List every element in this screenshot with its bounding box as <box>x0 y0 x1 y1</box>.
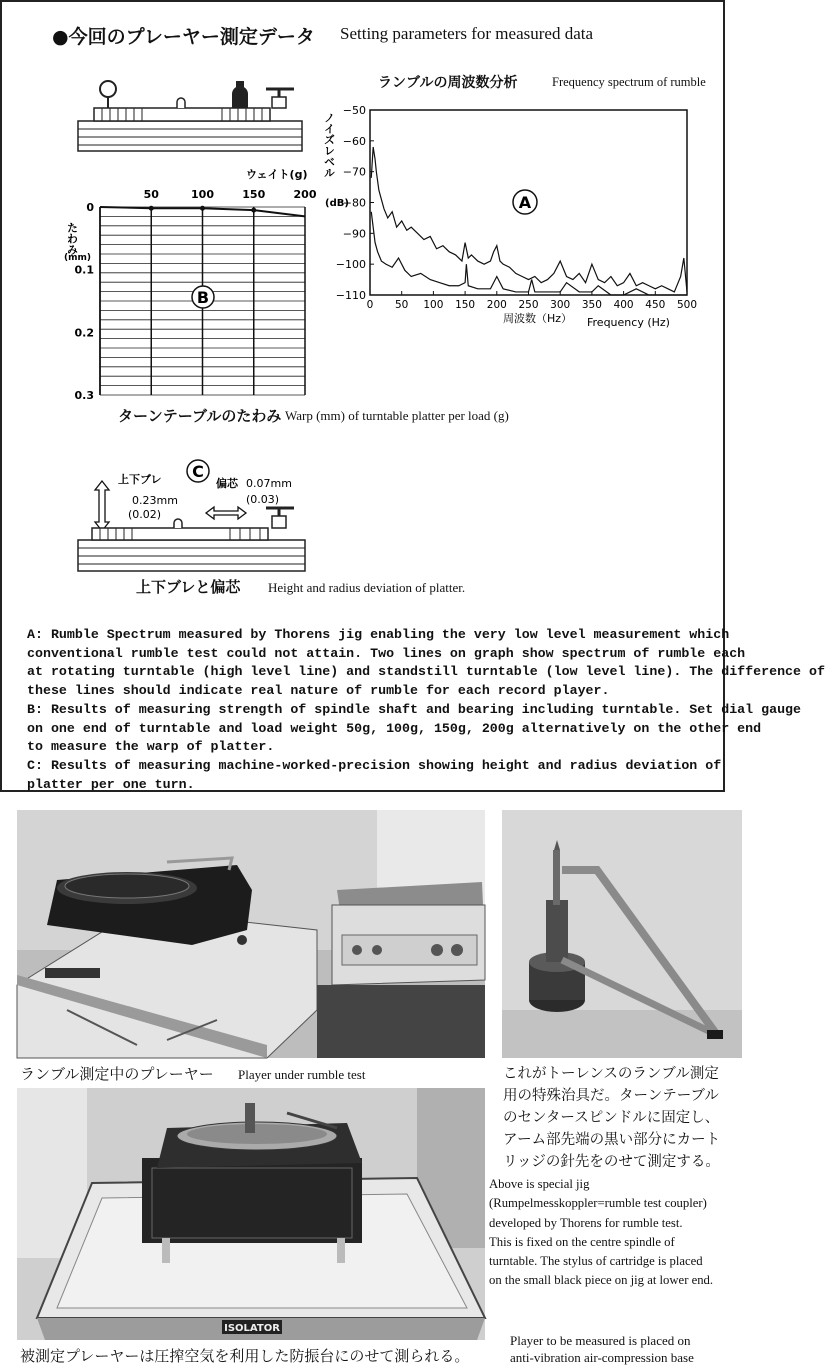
deviation-diagram <box>70 455 320 575</box>
spectrum-x-tick-label: 150 <box>455 299 476 311</box>
description-line: C: Results of measuring machine-worked-precision showing height and radius deviation of <box>27 757 722 773</box>
warp-point <box>251 208 256 213</box>
warp-weight-label: ウェイト(g) <box>246 168 308 181</box>
warp-x-tick-label: 100 <box>191 188 214 201</box>
warp-x-ticks <box>144 188 317 201</box>
spectrum-x-label-jp: 周波数（Hz） <box>503 312 573 325</box>
spectrum-x-label-en: Frequency (Hz) <box>587 316 670 329</box>
radial-deviation-label: 偏芯 <box>216 477 238 490</box>
warp-caption-en: Warp (mm) of turntable platter per load (g) <box>285 408 509 423</box>
spectrum-x-tick-label: 450 <box>645 299 666 311</box>
description-line: on one end of turntable and load weight 50g, 100g, 150g, 200g alternatively on the other end <box>27 720 762 736</box>
warp-y-tick-label: 0.3 <box>74 389 94 402</box>
spectrum-x-tick-label: 200 <box>486 299 507 311</box>
dial-gauge-setup-diagram <box>72 75 312 155</box>
description-line: platter per one turn. <box>27 776 195 792</box>
description-line: at rotating turntable (high level line) and standstill turntable (low level line). The difference of <box>27 664 825 680</box>
isolator-label: ISOLATOR <box>224 1323 280 1334</box>
warp-x-tick-label: 150 <box>242 188 266 201</box>
spectrum-marker: A <box>518 193 532 212</box>
spectrum-y-unit: (dB) <box>325 198 349 209</box>
spectrum-title-en: Frequency spectrum of rumble <box>552 75 706 89</box>
photo1-caption-en: Player under rumble test <box>238 1067 366 1082</box>
warp-x-tick-label: 200 <box>293 188 317 201</box>
photo2-caption-jp: 被測定プレーヤーは圧搾空気を利用した防振台にのせて測られる。 <box>20 1347 470 1365</box>
warp-y-label: たわみ <box>65 222 79 255</box>
vertical-deviation-sub: (0.02) <box>128 508 162 521</box>
spectrum-x-tick-label: 500 <box>676 299 698 311</box>
photo-air-isolation-base <box>17 1088 485 1340</box>
vertical-arrow-icon <box>95 481 109 531</box>
deviation-marker: C <box>192 462 204 481</box>
radial-deviation-sub: (0.03) <box>246 493 280 506</box>
warp-chart <box>50 165 320 410</box>
spectrum-y-tick-label: −50 <box>342 104 366 117</box>
spectrum-x-tick-label: 400 <box>613 299 634 311</box>
warp-point <box>200 206 205 211</box>
warp-point <box>149 206 154 211</box>
description-line: conventional rumble test could not attain. Two lines on graph show spectrum of rumble each <box>27 645 746 661</box>
warp-x-tick-label: 50 <box>143 188 159 201</box>
photo2-caption-en-2: anti-vibration air-compression base <box>510 1350 694 1365</box>
jig-caption-jp: これがトーレンスのランブル測定 用の特殊治具だ。ターンテーブル のセンタースピンドルに固定し、 アーム部先端の黒い部分にカート リッジの針先をのせて測定する。 <box>503 1066 721 1170</box>
warp-y-tick-label: 0 <box>86 201 94 214</box>
radial-arrow-icon <box>206 507 246 519</box>
description-line: A: Rumble Spectrum measured by Thorens jig enabling the very low level measurement which <box>27 627 730 642</box>
deviation-caption-en: Height and radius deviation of platter. <box>268 580 466 595</box>
spectrum-y-tick-label: −60 <box>342 134 366 148</box>
warp-caption-jp: ターンテーブルのたわみ <box>118 407 282 425</box>
radial-deviation-value: 0.07mm <box>246 477 292 490</box>
spectrum-y-tick-label: −80 <box>342 196 366 210</box>
spectrum-y-tick-label: −70 <box>342 165 366 179</box>
photo2-caption-en-1: Player to be measured is placed on <box>510 1333 691 1348</box>
description-line: to measure the warp of platter. <box>27 739 275 755</box>
spectrum-x-tick-label: 100 <box>423 299 444 311</box>
description-line: these lines should indicate real nature of rumble for each record player. <box>27 683 610 699</box>
spectrum-x-tick-label: 250 <box>518 299 539 311</box>
warp-y-tick-label: 0.1 <box>74 263 94 277</box>
warp-y-unit: (mm) <box>64 253 91 263</box>
photo-player-under-test <box>17 810 485 1058</box>
photo-rumble-test-jig <box>502 810 742 1058</box>
spectrum-y-tick-label: −100 <box>335 258 366 272</box>
description-block <box>27 626 825 794</box>
jig-caption-en: Above is special jig (Rumpelmesskoppler=rumble test coupler) developed by Thorens for rumble test. This is fixed on the centre spindle of turntable. The stylus of cartridge is placed on the small black piece on jig at lower end. <box>489 1177 714 1288</box>
vertical-deviation-value: 0.23mm <box>132 494 178 507</box>
spectrum-title-jp: ランブルの周波数分析 <box>378 75 518 91</box>
spectrum-chart <box>322 98 698 338</box>
deviation-caption-jp: 上下ブレと偏芯 <box>136 578 241 596</box>
photo1-caption-jp: ランブル測定中のプレーヤー <box>20 1065 214 1083</box>
section-title-en: Setting parameters for measured data <box>340 24 594 43</box>
spectrum-y-tick-label: −110 <box>335 289 366 302</box>
spectrum-x-tick-label: 50 <box>395 299 409 311</box>
warp-y-tick-label: 0.2 <box>74 326 94 340</box>
spectrum-x-tick-label: 350 <box>581 299 602 311</box>
section-title-jp: ●今回のプレーヤー測定データ <box>52 26 315 48</box>
vertical-deviation-label: 上下ブレ <box>118 473 162 486</box>
spectrum-y-tick-label: −90 <box>342 227 366 241</box>
warp-marker: B <box>196 288 210 307</box>
spectrum-y-label: ノイズレベル <box>322 112 336 178</box>
spectrum-x-tick-label: 300 <box>550 299 571 311</box>
description-line: B: Results of measuring strength of spindle shaft and bearing including turntable. Set dial gauge <box>27 701 802 717</box>
spectrum-x-tick-label: 0 <box>366 299 374 311</box>
